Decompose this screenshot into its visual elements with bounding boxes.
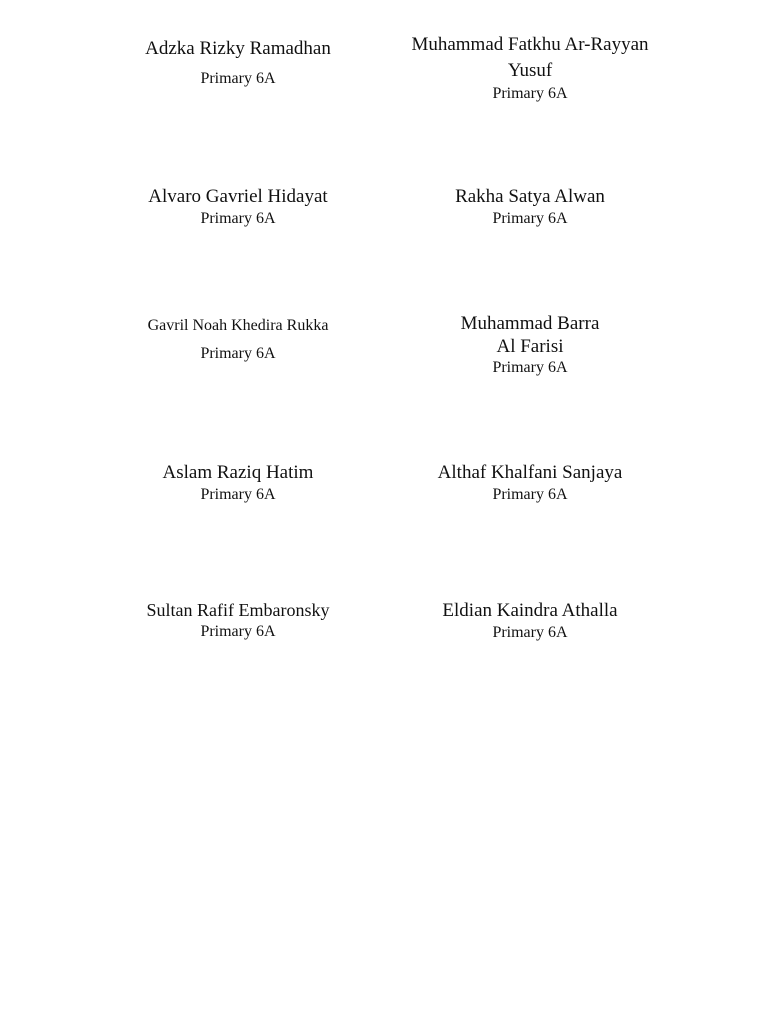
name-label [88, 38, 388, 88]
class-name: Primary 6A [200, 345, 276, 363]
student-name: Sultan Rafif Embaronsky [146, 600, 330, 620]
name-label [88, 462, 388, 504]
class-name: Primary 6A [200, 209, 276, 227]
name-label [380, 600, 680, 642]
name-label [380, 312, 680, 377]
student-name: Muhammad Barra [460, 313, 600, 334]
name-label [88, 316, 388, 363]
name-label [380, 32, 680, 103]
student-name: Eldian Kaindra Athalla [442, 600, 618, 621]
name-label [88, 186, 388, 228]
student-name: Adzka Rizky Ramadhan [145, 38, 331, 59]
class-name: Primary 6A [492, 85, 568, 102]
class-name: Primary 6A [492, 485, 568, 503]
name-label [380, 462, 680, 504]
class-name: Primary 6A [200, 622, 276, 640]
student-name: Aslam Raziq Hatim [162, 462, 314, 483]
name-label [380, 186, 680, 228]
class-name: Primary 6A [492, 359, 568, 376]
student-name-line-2: Al Farisi [496, 336, 564, 357]
student-name: Muhammad Fatkhu Ar-Rayyan [411, 34, 649, 55]
class-name: Primary 6A [200, 485, 276, 503]
class-name: Primary 6A [492, 623, 568, 641]
class-name: Primary 6A [200, 69, 276, 87]
name-label [88, 600, 388, 641]
student-name: Gavril Noah Khedira Rukka [147, 317, 329, 334]
student-name-line-2: Yusuf [507, 60, 553, 81]
class-name: Primary 6A [492, 209, 568, 227]
student-name: Rakha Satya Alwan [455, 186, 605, 207]
student-name: Althaf Khalfani Sanjaya [437, 462, 623, 483]
student-name: Alvaro Gavriel Hidayat [148, 186, 328, 207]
